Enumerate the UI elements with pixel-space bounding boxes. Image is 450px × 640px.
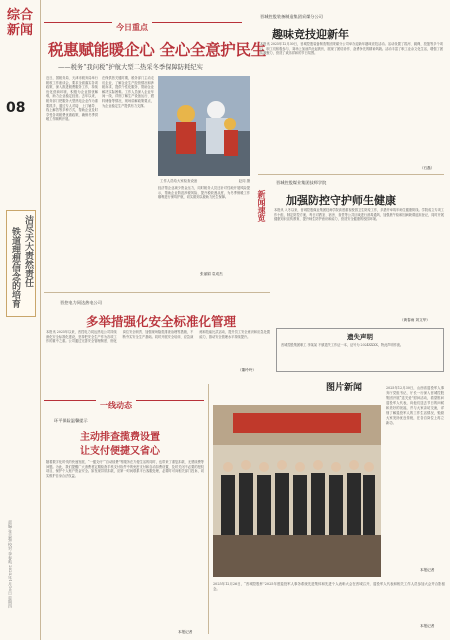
rm-body: 本报讯 入冬以来，晋城控股煤业集团技师学院高度重视校园卫生防疫工作，多措并举筑牢师生健康防线。学院成立专项工作小组，制定防控方案，每日对教室、宿舍、食堂等公共区域进行消毒通风，加强晨午检和因病缺课追踪登记，同时开展健康知识宣传教育，提升师生防护意识和能力，营造安全健康的校园环境。: [274, 208, 444, 222]
mid-body: 本报讯 2025年以来，晋控电力同达热电公司持续深化安全标准化建设，坚持把安全生产作为各项工作的重中之重。公司通过完善安全管理制度、细化岗位安全职责、加强现场隐患排查治理等措施，不断夯实安全生产基础。同时开展安全培训、应急演练和技能比武活动，提升员工安全意识和应急处置能力，推动安全管理水平持续提升。: [46, 330, 270, 344]
top-col-1: 近日，国税务局、天津市税务局举行税收工作座谈会，要求全面落实各项政策，深入推进税费服务工作，持续优化营商环境，积极为企业排忧解难，助力企业稳定经营。去年以来，税务部门把服务大型热电企业作为重要抓手，通过专人对接、上门辅导、线上解答等多种方式，帮助企业及时享受各项税费优惠政策，确保冬季供暖工作顺利开展。: [46, 76, 98, 122]
group-photo: [213, 405, 381, 577]
mid-divider: [44, 292, 270, 293]
top-section-label-wrap: [112, 15, 152, 34]
photo-caption: 2025年12月26日，“晋城控股杯”2025年度退役军人事务系统先进集体和先进个人表彰大会在晋城召开，退役军人代表和相关工作人员参加大会并合影留念。: [213, 582, 445, 591]
notice-body: 晋城控股集团职工 李某某 不慎遗失工作证一本，证号为 2024XXXX，特此声明作废。: [281, 343, 404, 347]
photo-section-label: 图片新闻: [326, 383, 363, 393]
side-label: 新闻速览: [257, 190, 267, 222]
photo-side-text: 2025年12月30日，山西省退役军人事务厅党组书记、厅长一行深入晋城控股集团开展“送关爱”慰问活动，看望慰问退役军人代表，向他们送去节日的问候和美好的祝福，并与大家亲切交流，详细了解退役军人的工作生活情况，勉励大家发扬优良传统，在各自岗位上再立新功。: [386, 386, 444, 425]
rm-author: （黄春雨 刘文华）: [400, 318, 430, 322]
top-subhead: ——税务“我问税”护航大型二热采冬季保障防耗纪实: [58, 64, 203, 71]
group-photo-illustration: [213, 405, 381, 577]
photo-divider: [208, 384, 209, 634]
mid-author: （董玲玲）: [238, 368, 256, 372]
top-photo: [158, 76, 250, 176]
notice-title: 遗失声明: [347, 333, 373, 341]
top-headline: 税惠赋能暖企心 全心全意护民生: [48, 41, 266, 59]
rt-headline: 趣味竞技迎新年: [272, 28, 349, 41]
top-photo-caption-row: [160, 178, 250, 183]
rt-author: （石磊）: [420, 166, 435, 170]
slogan-box: [6, 210, 36, 317]
top-section-label: 今日重点: [116, 23, 148, 32]
bl-headline-1: 主动排查揽费设置: [80, 432, 160, 443]
rm-headline: 加强防控守护师生健康: [286, 194, 396, 207]
bl-section-label: 一线动态: [100, 401, 132, 410]
workers-photo-illustration: [158, 76, 250, 176]
rt-divider: [258, 174, 444, 175]
top-author: 张丽娟 袁成杰: [200, 272, 223, 276]
top-photo-caption: 工作人员给大家检查设备: [160, 179, 198, 183]
notice-box: [276, 328, 444, 372]
mid-headline: 多举措强化安全标准化管理: [86, 314, 237, 329]
photo-side-credit: 本报记者: [420, 568, 435, 572]
page-number: 08: [6, 100, 26, 116]
section-name: 综合新闻: [6, 8, 33, 38]
top-col-2: 在保供热关键时期，税务部门主动走访企业，了解企业生产经营情况和涉税诉求，提供个性化服务，帮助企业解决实际困难。工作人员深入企业车间一线，详细了解生产设备运行、燃料储备等情况，现场讲解政策要点，为企业稳定生产提供有力支撑。: [102, 76, 154, 108]
bl-body: 随着数字化时代的快速发展，“一键支付”“自动续费”等服务在方便生活的同时，也带来了重复扣款、无感续费等问题。为此，我们提醒广大消费者定期检查手机支付软件中的免密支付和自动扣费设置，及时关闭不必要的授权项目，保护个人账户资金安全。如发现异常扣款，应第一时间联系平台客服处理，必要时可向相关部门投诉，切实维护自身合法权益。: [46, 460, 204, 478]
rt-body: 本报讯 2025年12月30日，晋城控股装备制造集团采煤分公司举办迎新年趣味竞技活动。活动设置了拔河、跳绳、投篮等多个项目，职工们积极参与，赛场上加油声此起彼伏，展现了团结协作、奋勇争先的精神风貌。活动丰富了职工业余文化生活，增强了团队凝聚力，营造了欢乐祥和的节日氛围。: [260, 42, 443, 56]
slogan-left: 铁道理想信念的培育: [10, 227, 20, 308]
top-col-3: 经济帮企业减少资金压力，同时税务人员还针对性地开展风险提示，帮助企业防范涉税风险，提升税收遵从度，为冬季保暖工作顺利进行保驾护航，切实做到以税助力民生保障。: [158, 186, 250, 200]
slogan-right: 洁尽天大责然责任: [23, 215, 33, 287]
rt-dept: 晋城控股装备制造集团采煤分公司: [260, 14, 323, 19]
mid-dept: 晋控电力同达热电公司: [60, 300, 102, 305]
bl-author: 本报记者: [178, 630, 193, 634]
rm-dept: 晋城控股煤业集团技师学院: [276, 180, 327, 185]
top-photo-credit: 赵同 摄: [238, 179, 250, 183]
photo-caption-credit: 本报记者: [420, 624, 435, 628]
bl-section-label-wrap: [96, 393, 136, 412]
bl-dept: 环平保险温馨提示: [54, 418, 88, 423]
publication-info: 责编·张志强 校对·李春鸣 2025年1月16日 星期四: [8, 520, 13, 609]
bl-headline-2: 让支付便捷又省心: [80, 446, 160, 457]
